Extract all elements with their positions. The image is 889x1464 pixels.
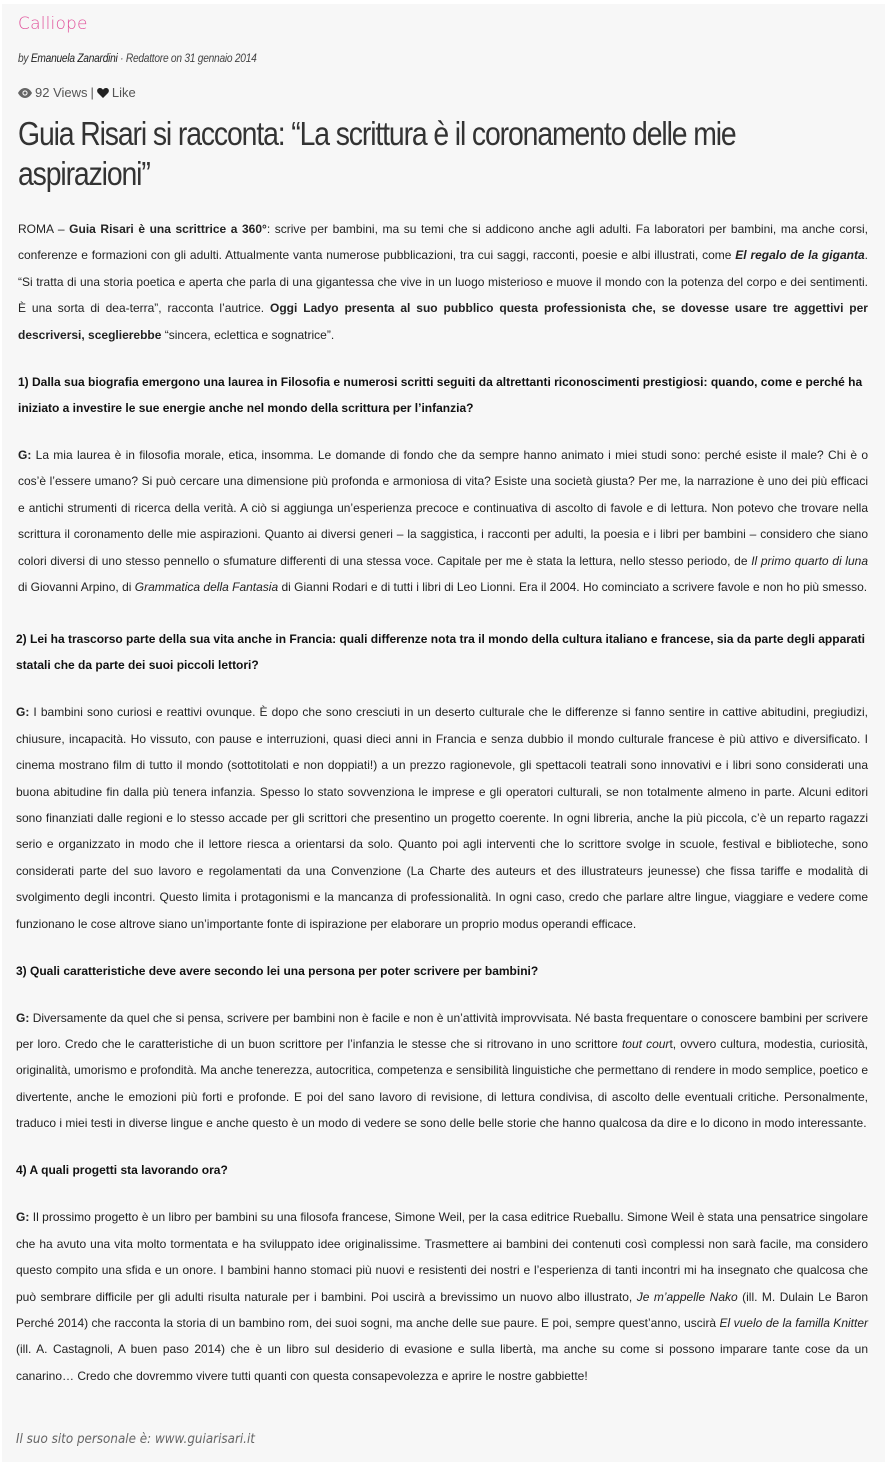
article-body-bottom bbox=[16, 626, 868, 1389]
answer-4-text-3: (ill. A. Castagnoli, A buen paso 2014) che è un libro sul desiderio di evasione e sulla libertà, ma anche su come si possono imparare tante cose da un canarino… Credo che dovremmo vivere tutti quanti con questa consapevolezza e aprire le nostre gabbiette! bbox=[16, 1342, 868, 1383]
question-4: 4) A quali progetti sta lavorando ora? bbox=[16, 1163, 228, 1178]
intro-bold-1: Guia Risari è una scrittrice a 360° bbox=[69, 222, 267, 236]
answer-3 bbox=[16, 1005, 868, 1137]
answer-2-text: I bambini sono curiosi e reattivi ovunque. È dopo che sono cresciuti in un deserto culturale che le differenze si fanno sentire in cattive abitudini, pregiudizi, chiusure, incapacità. Ho vissuto, con pause e interruzioni, quasi dieci anni in Francia e senza dubbio il mondo culturale francese è più attivo e diversificato. I cinema mostrano film di tutto il mondo (sottotitolati e non doppiati!) a un prezzo ragionevole, gli spettacoli teatrali sono innovativi e i libri sono considerati una buona abitudine fin dalla più tenera infanzia. Spesso lo stato sovvenziona le imprese e gli operatori culturali, se non totalmente almeno in parte. Alcuni editori sono finanziati dalle regioni e lo stesso accade per gli scrittori che presentino un progetto coerente. In ogni libreria, anche la più piccola, c’è un reparto ragazzi serio e organizzato in modo che il lettore riesca a orientarsi da solo. Quanto poi agli interventi che lo scrittore svolge in scuole, festival e biblioteche, sono considerati parte del suo lavoro e regolamentati da una Convenzione (La Charte des auteurs et des illustrateurs jeunesse) che fissa tariffe e modalità di svolgimento degli incontri. Questo limita i protagonismi e la mancanza di professionalità. In ogni caso, credo che parlare altre lingue, viaggiare e vedere come funzionano le cose altrove siano un’importante fonte di ispirazione per elaborare un proprio modus operandi efficace. bbox=[16, 705, 868, 931]
answer-1-text-3: di Gianni Rodari e di tutti i libri di Leo Lionni. Era il 2004. Ho cominciato a scrivere favole e non ho più smesso. bbox=[278, 580, 868, 595]
eye-icon bbox=[18, 88, 32, 98]
byline bbox=[18, 51, 257, 65]
answer-4 bbox=[16, 1204, 868, 1389]
answer-1-text-2: di Giovanni Arpino, di bbox=[18, 580, 135, 595]
heart-icon[interactable] bbox=[97, 87, 109, 98]
post-meta bbox=[18, 85, 136, 100]
intro-bold-2: Oggi Ladyo presenta al suo pubblico questa professionista che, se dovesse usare tre aggettivi per descriversi, sceglierebbe bbox=[18, 301, 868, 342]
question-3: 3) Quali caratteristiche deve avere secondo lei una persona per poter scrivere per bambini? bbox=[16, 963, 539, 978]
book-title-luna: Il primo quarto di luna bbox=[751, 553, 868, 568]
article-page bbox=[2, 4, 885, 1462]
views-count: 92 Views bbox=[35, 85, 88, 100]
intro-text-3: . “Si tratta di una storia poetica e aperta che parla di una gigantessa che vive in un luogo misterioso e muove il mondo con la potenza del corpo e dei sentimenti. È una sorta di dea-terra”, racconta l’autrice. bbox=[18, 248, 868, 316]
intro-text-2: : scrive per bambini, ma su temi che si addicono anche agli adulti. Fa laboratori per bambini, ma anche corsi, conferenze e formazioni con gli adulti. Attualmente vanta numerose pubblicazioni, tra cui saggi, racconti, poesie e albi illustrati, come bbox=[18, 222, 869, 263]
answer-label: G: bbox=[16, 1010, 30, 1025]
answer-1 bbox=[18, 442, 868, 600]
like-button[interactable]: Like bbox=[111, 85, 136, 100]
answer-3-text-2: t, ovvero cultura, modestia, curiosità, originalità, umorismo e profondità. Ma anche tenerezza, autocritica, competenza e sensibilità linguistiche che permettano di rendere in modo semplice, poetico e divertente, anche le emozioni più forti e profonde. E poi del sano lavoro di revisione, di lettura condivisa, di ascolto delle eventuali critiche. Personalmente, traduco i miei testi in diverse lingue e anche questo è un modo di vedere se sono delle belle storie che hanno qualcosa da dire e lo dicono in modo interessante. bbox=[16, 1037, 868, 1131]
question-1: 1) Dalla sua biografia emergono una laurea in Filosofia e numerosi scritti seguiti da altrettanti riconoscimenti prestigiosi: quando, come e perché ha iniziato a investire le sue energie anche nel mondo della scrittura per l’infanzia? bbox=[18, 374, 863, 416]
author-link[interactable]: Emanuela Zanardini bbox=[30, 51, 118, 65]
intro-text-4: “sincera, eclettica e sognatrice”. bbox=[161, 327, 335, 342]
answer-label: G: bbox=[16, 1210, 30, 1225]
book-title-knitter: El vuelo de la familla Knitter bbox=[719, 1315, 868, 1330]
publish-date: 31 gennaio 2014 bbox=[184, 51, 257, 65]
answer-4-text-2: (ill. M. Dulain Le Baron Perché 2014) che racconta la storia di un bambino rom, dei suoi sogni, ma anche delle sue paure. E poi, sempre quest’anno, uscirà bbox=[16, 1289, 869, 1330]
question-2: 2) Lei ha trascorso parte della sua vita anche in Francia: quali differenze nota tra il mondo della cultura italiano e francese, sia da parte degli apparati statali che da parte dei suoi piccoli lettori? bbox=[16, 632, 865, 673]
intro-paragraph bbox=[18, 216, 868, 348]
article-title: Guia Risari si racconta: “La scrittura è il coronamento delle mie aspirazioni” bbox=[18, 115, 736, 192]
byline-on: on bbox=[168, 51, 185, 65]
book-title-giganta: El regalo de la giganta bbox=[735, 248, 865, 263]
italic-tout-court: tout cour bbox=[621, 1037, 670, 1052]
intro-text-1: ROMA – bbox=[18, 222, 70, 236]
meta-separator: | bbox=[90, 85, 94, 100]
byline-by: by bbox=[18, 51, 29, 65]
book-title-grammatica: Grammatica della Fantasia bbox=[134, 580, 279, 595]
book-title-nako: Je m’appelle Nako bbox=[636, 1289, 738, 1304]
byline-sep: · bbox=[117, 51, 126, 65]
answer-3-text-1: Diversamente da quel che si pensa, scrivere per bambini non è facile e non è un’attività improvvisata. Né basta frequentare o conoscere bambini per scrivere per loro. Credo che le caratteristiche di un buon scrittore per l’infanzia le stesse che si ritrovano in uno scrittore bbox=[16, 1010, 868, 1052]
answer-2 bbox=[16, 699, 868, 937]
answer-label: G: bbox=[18, 448, 32, 463]
answer-1-text-1: La mia laurea è in filosofia morale, etica, insomma. Le domande di fondo che da sempre hanno animato i miei studi sono: perché esiste il male? Chi è o cos’è l’essere umano? Si può cercare una dimensione più profonda e armoniosa di vita? Esiste una società giusta? Per me, la narrazione è uno dei più efficaci e antichi strumenti di ricerca della verità. A ciò si aggiunga un’esperienza precoce e continuativa di ascolto di favole e di lettura. Non potevo che trovare nella scrittura il coronamento delle mie aspirazioni. Quanto ai diversi generi – la saggistica, i racconti per adulti, la poesia e i libri per bambini – considero che siano colori diversi di uno stesso pennello o sfumature differenti di una stessa voce. Capitale per me è stata la lettura, nello stesso periodo, de bbox=[18, 448, 868, 568]
author-role: Redattore bbox=[125, 51, 169, 65]
article-body-top bbox=[18, 216, 868, 600]
answer-4-text-1: Il prossimo progetto è un libro per bambini su una filosofa francese, Simone Weil, per la casa editrice Rueballu. Simone Weil è stata una pensatrice singolare che ha avuto una vita molto tormentata e ha sviluppato idee originalissime. Trasmettere ai bambini dei contenuti così complessi non sarà facile, ma considero questo compito una sfida e un onore. I bambini hanno stomaci più nuovi e resistenti dei nostri e l’esperienza di tanti incontri mi ha insegnato che qualcosa che può sembrare difficile per gli adulti risulta naturale per i bambini. Poi uscirà a brevissimo un nuovo albo illustrato, bbox=[16, 1210, 868, 1304]
category-link[interactable]: Calliope bbox=[18, 14, 88, 34]
website-note[interactable]: Il suo sito personale è: www.guiarisari.it bbox=[16, 1432, 256, 1447]
answer-label: G: bbox=[16, 705, 30, 720]
